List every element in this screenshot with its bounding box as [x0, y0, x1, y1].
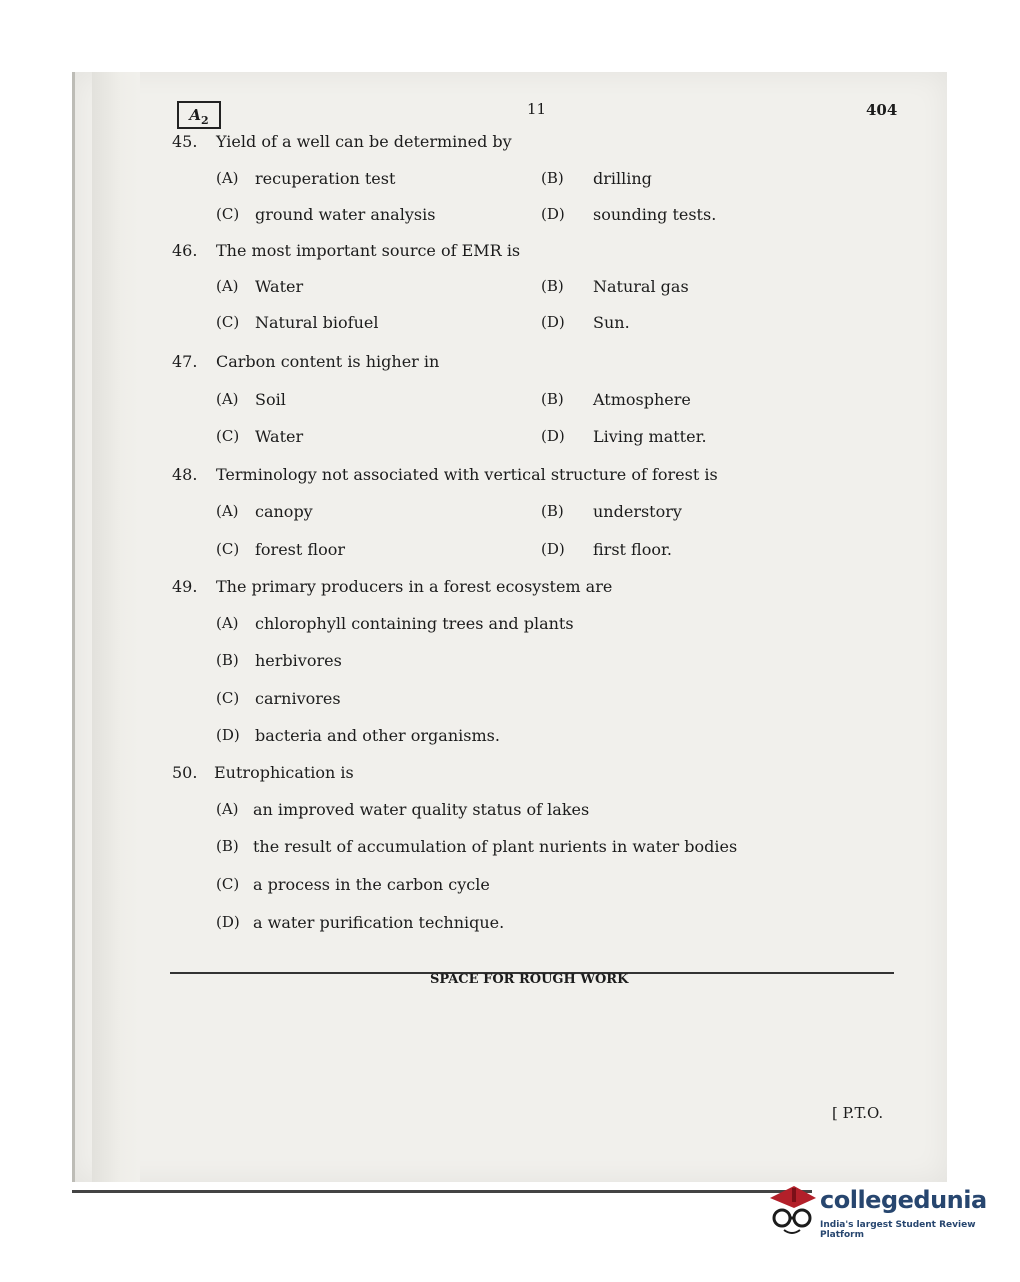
set-code-letter: A [189, 106, 201, 124]
option-label: (B) [216, 651, 239, 669]
question-text: Eutrophication is [214, 763, 354, 782]
option-text: Water [255, 277, 304, 296]
option-text: understory [593, 502, 682, 521]
option-text: herbivores [255, 651, 342, 670]
question-text: Yield of a well can be determined by [216, 132, 512, 151]
option-label: (B) [216, 837, 239, 855]
question-text: The primary producers in a forest ecosystem are [216, 577, 613, 596]
page-fold-shadow [92, 72, 140, 1182]
option-label: (C) [216, 313, 240, 331]
option-label: (A) [216, 390, 239, 408]
question-text: Carbon content is higher in [216, 352, 440, 371]
option-label: (B) [541, 277, 564, 295]
option-text: the result of accumulation of plant nurients in water bodies [253, 837, 738, 856]
collegedunia-watermark [764, 1180, 994, 1240]
option-text: Living matter. [593, 427, 707, 446]
option-label: (C) [216, 427, 240, 445]
sheet-bottom-edge [72, 1190, 812, 1193]
brand-tagline: India's largest Student Review Platform [820, 1220, 976, 1240]
option-label: (D) [541, 427, 565, 445]
option-label: (D) [216, 726, 240, 744]
set-code-sub: 2 [200, 114, 209, 127]
option-text: chlorophyll containing trees and plants [255, 614, 574, 633]
option-label: (A) [216, 614, 239, 632]
option-label: (B) [541, 390, 564, 408]
option-label: (A) [216, 277, 239, 295]
rough-work-heading: SPACE FOR ROUGH WORK [430, 972, 629, 987]
option-text: bacteria and other organisms. [255, 726, 500, 745]
page-number: 11 [527, 100, 547, 118]
option-label: (D) [541, 205, 565, 223]
option-label: (B) [541, 169, 564, 187]
option-text: Natural biofuel [255, 313, 379, 332]
option-label: (C) [216, 875, 240, 893]
graduate-face-icon [764, 1180, 818, 1238]
option-label: (A) [216, 502, 239, 520]
question-number: 47. [172, 352, 198, 371]
question-text: The most important source of EMR is [216, 241, 521, 260]
option-text: a water purification technique. [253, 913, 505, 932]
option-text: an improved water quality status of lakes [253, 800, 590, 819]
question-number: 48. [172, 465, 198, 484]
question-number: 49. [172, 577, 198, 596]
option-text: Water [255, 427, 304, 446]
option-text: Sun. [593, 313, 630, 332]
question-number: 50. [172, 763, 198, 782]
option-label: (A) [216, 800, 239, 818]
option-label: (D) [541, 313, 565, 331]
option-text: first floor. [593, 540, 672, 559]
paper-code: 404 [866, 101, 898, 119]
option-label: (D) [216, 913, 240, 931]
question-number: 46. [172, 241, 198, 260]
pto-marker: [ P.T.O. [832, 1104, 884, 1122]
brand-name: collegedunia [820, 1186, 987, 1214]
option-text: Natural gas [593, 277, 689, 296]
option-text: Soil [255, 390, 286, 409]
option-text: forest floor [255, 540, 345, 559]
option-label: (C) [216, 540, 240, 558]
question-number: 45. [172, 132, 198, 151]
option-text: recuperation test [255, 169, 396, 188]
option-label: (B) [541, 502, 564, 520]
set-code-box [177, 101, 221, 129]
option-label: (C) [216, 689, 240, 707]
option-text: canopy [255, 502, 313, 521]
question-text: Terminology not associated with vertical structure of forest is [216, 465, 718, 484]
option-text: carnivores [255, 689, 341, 708]
option-text: a process in the carbon cycle [253, 875, 490, 894]
option-label: (D) [541, 540, 565, 558]
option-text: ground water analysis [255, 205, 436, 224]
option-text: Atmosphere [593, 390, 691, 409]
option-label: (A) [216, 169, 239, 187]
option-label: (C) [216, 205, 240, 223]
option-text: sounding tests. [593, 205, 717, 224]
option-text: drilling [593, 169, 652, 188]
